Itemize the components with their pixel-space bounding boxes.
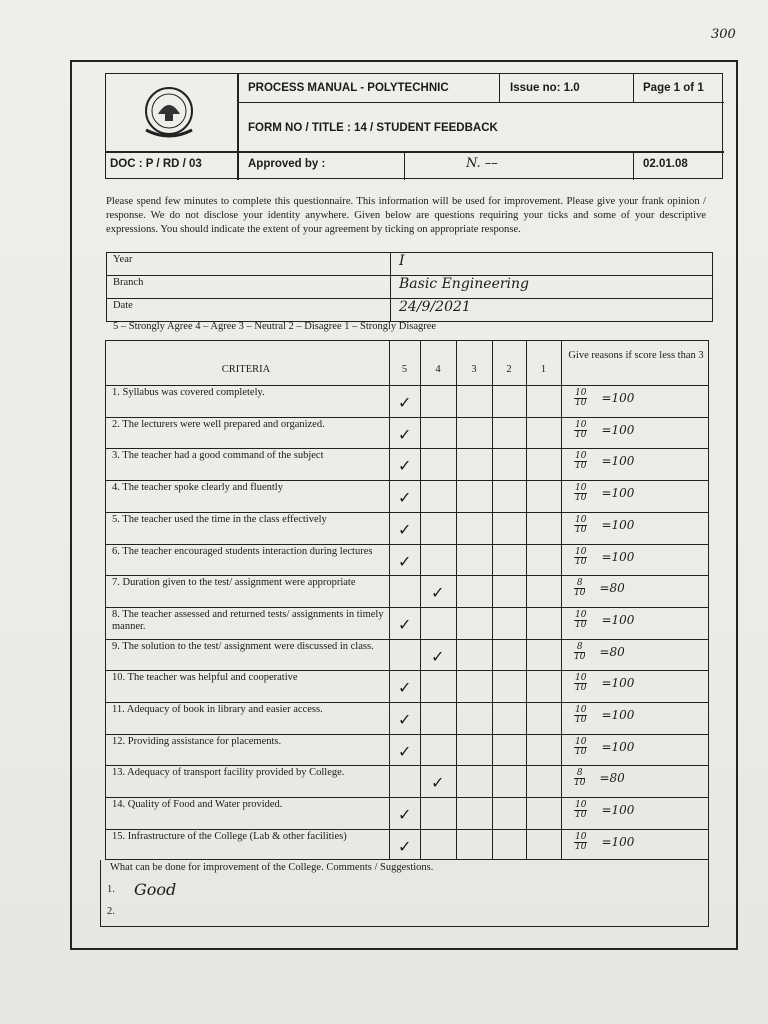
handwritten-score [574, 516, 634, 535]
comment-number-1: 1. [107, 884, 115, 895]
page-number: 300 [711, 27, 736, 42]
row-divider [106, 575, 708, 576]
row-divider [106, 544, 708, 545]
score-numerator: 8 [574, 643, 585, 653]
date-label: Date [113, 300, 133, 311]
score-numerator: 10 [575, 451, 587, 462]
score-tick-mark[interactable]: ✓ [398, 805, 412, 825]
score-numerator: 8 [574, 769, 585, 779]
score-denominator: 10 [575, 683, 587, 694]
row-divider [106, 639, 708, 640]
score-denominator: 10 [574, 588, 586, 599]
score-tick-mark[interactable]: ✓ [398, 710, 412, 729]
score-tick-mark[interactable]: ✓ [431, 646, 445, 666]
handwritten-score [574, 706, 634, 725]
approved-by-label: Approved by : [248, 158, 326, 170]
date-row [107, 299, 712, 321]
score-tick-mark[interactable]: ✓ [398, 836, 412, 856]
score-tick-mark[interactable]: ✓ [398, 424, 412, 444]
criteria-row-text: 5. The teacher used the time in the class effectively [112, 513, 327, 525]
score-result: =100 [601, 486, 635, 501]
college-seal-logo [138, 84, 200, 142]
handwritten-score [574, 801, 634, 820]
rating-scale-legend: 5 – Strongly Agree 4 – Agree 3 – Neutral 2 – Disagree 1 – Strongly Disagree [113, 321, 437, 332]
score-result: =100 [601, 517, 635, 532]
handwritten-score [574, 643, 625, 662]
score-tick-mark[interactable]: ✓ [398, 456, 412, 476]
score-result: =80 [599, 581, 625, 596]
reasons-header: Give reasons if score less than 3 [568, 350, 704, 361]
comment-answer-1: Good [134, 880, 177, 899]
comment-number-2: 2. [107, 906, 115, 917]
score-denominator: 10 [575, 746, 587, 757]
criteria-row-text: 7. Duration given to the test/ assignment were appropriate [112, 577, 356, 589]
handwritten-score [574, 452, 634, 471]
instructions-text: Please spend few minutes to complete this questionnaire. This information will be used for improvement. Please give your frank opinion / response. We do not disclose your identity anywhere. Given below are questions requiring your ticks and some of your descriptive expressions. You should indicate the extent of your agreement by ticking on appropriate response. [106, 196, 706, 236]
score-denominator: 10 [574, 651, 586, 662]
score-header-4: 4 [435, 364, 441, 375]
score-result: =100 [601, 422, 635, 437]
row-divider [106, 734, 708, 735]
handwritten-score [574, 579, 625, 598]
handwritten-score [574, 769, 625, 788]
score-denominator: 10 [575, 398, 587, 408]
row-divider [106, 448, 708, 449]
row-divider [106, 829, 708, 830]
score-numerator: 10 [575, 673, 587, 684]
approver-signature: N. –– [466, 156, 498, 171]
score-numerator: 10 [575, 831, 587, 842]
score-numerator: 10 [575, 514, 587, 525]
branch-label: Branch [113, 277, 144, 288]
page-count: Page 1 of 1 [643, 82, 704, 94]
score-denominator: 10 [575, 429, 587, 440]
score-denominator: 10 [575, 810, 587, 821]
score-denominator: 10 [574, 778, 586, 789]
criteria-row-text: 14. Quality of Food and Water provided. [112, 799, 283, 811]
score-tick-mark[interactable]: ✓ [398, 551, 412, 571]
score-tick-mark[interactable]: ✓ [431, 583, 445, 603]
criteria-row-text: 15. Infrastructure of the College (Lab & other facilities) [112, 830, 347, 842]
score-result: =80 [599, 771, 625, 786]
score-result: =100 [601, 739, 635, 754]
score-denominator: 10 [575, 841, 587, 852]
score-numerator: 10 [575, 609, 587, 620]
row-divider [106, 797, 708, 798]
score-result: =100 [601, 676, 635, 691]
criteria-row-text: 4. The teacher spoke clearly and fluently [112, 482, 283, 494]
score-numerator: 10 [575, 483, 587, 494]
score-denominator: 10 [575, 493, 587, 504]
score-result: =100 [601, 834, 635, 849]
criteria-row-text: 9. The solution to the test/ assignment were discussed in class. [112, 640, 374, 652]
issue-number: Issue no: 1.0 [510, 82, 580, 94]
score-numerator: 10 [575, 736, 587, 747]
score-tick-mark[interactable]: ✓ [431, 773, 445, 793]
handwritten-score [574, 389, 634, 408]
handwritten-score [574, 548, 634, 567]
year-label: Year [113, 254, 133, 265]
handwritten-score [574, 484, 634, 503]
score-header-3: 3 [471, 364, 477, 375]
doc-number: DOC : P / RD / 03 [110, 158, 202, 170]
score-denominator: 10 [575, 461, 587, 472]
row-divider [106, 385, 708, 386]
score-result: =100 [601, 612, 635, 627]
year-row [107, 253, 712, 276]
criteria-row-text: 3. The teacher had a good command of the subject [112, 450, 324, 462]
comments-question: What can be done for improvement of the College. Comments / Suggestions. [110, 862, 434, 873]
form-title: FORM NO / TITLE : 14 / STUDENT FEEDBACK [248, 122, 498, 134]
criteria-table [105, 340, 709, 860]
handwritten-score [574, 421, 634, 440]
score-tick-mark[interactable]: ✓ [398, 614, 412, 634]
criteria-row-text: 11. Adequacy of book in library and easier access. [112, 704, 323, 715]
approval-date: 02.01.08 [643, 158, 688, 170]
row-divider [106, 702, 708, 703]
criteria-row-text: 6. The teacher encouraged students interaction during lectures [112, 545, 373, 557]
score-numerator: 10 [575, 388, 587, 398]
handwritten-score [574, 833, 634, 852]
handwritten-score [574, 674, 634, 693]
score-tick-mark[interactable]: ✓ [398, 519, 412, 539]
branch-row [107, 276, 712, 299]
score-tick-mark[interactable]: ✓ [398, 488, 412, 508]
score-numerator: 8 [574, 579, 585, 589]
criteria-row-text: 13. Adequacy of transport facility provided by College. [112, 767, 345, 779]
score-tick-mark[interactable]: ✓ [398, 678, 412, 698]
score-result: =100 [601, 391, 635, 405]
criteria-row-text: 2. The lecturers were well prepared and organized. [112, 418, 325, 430]
score-result: =100 [601, 454, 635, 469]
score-result: =100 [601, 549, 635, 564]
row-divider [106, 670, 708, 671]
row-divider [106, 765, 708, 766]
handwritten-score [574, 738, 634, 757]
score-denominator: 10 [575, 619, 587, 630]
score-header-5: 5 [401, 364, 408, 375]
score-numerator: 10 [575, 419, 587, 430]
criteria-row-text: 12. Providing assistance for placements. [112, 735, 282, 747]
row-divider [106, 480, 708, 481]
score-numerator: 10 [575, 800, 587, 811]
score-tick-mark[interactable]: ✓ [398, 741, 412, 761]
score-tick-mark[interactable]: ✓ [398, 393, 412, 412]
score-header-1: 1 [540, 364, 547, 375]
criteria-header: CRITERIA [221, 364, 271, 375]
score-denominator: 10 [575, 715, 587, 725]
student-info-table [106, 252, 713, 322]
branch-value: Basic Engineering [399, 276, 529, 292]
score-numerator: 10 [575, 705, 587, 715]
row-divider [106, 607, 708, 608]
score-result: =100 [601, 803, 635, 818]
row-divider [106, 512, 708, 513]
score-result: =100 [601, 708, 635, 722]
score-result: =80 [599, 644, 625, 659]
score-denominator: 10 [575, 556, 587, 567]
score-denominator: 10 [575, 524, 587, 535]
manual-title: PROCESS MANUAL - POLYTECHNIC [248, 82, 449, 94]
criteria-row-text: 8. The teacher assessed and returned tests/ assignments in timely manner. [112, 608, 384, 633]
date-value: 24/9/2021 [399, 299, 471, 315]
handwritten-score [574, 611, 634, 630]
score-header-2: 2 [506, 364, 512, 375]
row-divider [106, 417, 708, 418]
criteria-row-text: 1. Syllabus was covered completely. [112, 387, 265, 398]
year-value: I [399, 253, 405, 269]
score-numerator: 10 [575, 546, 587, 557]
criteria-row-text: 10. The teacher was helpful and cooperative [112, 672, 298, 684]
